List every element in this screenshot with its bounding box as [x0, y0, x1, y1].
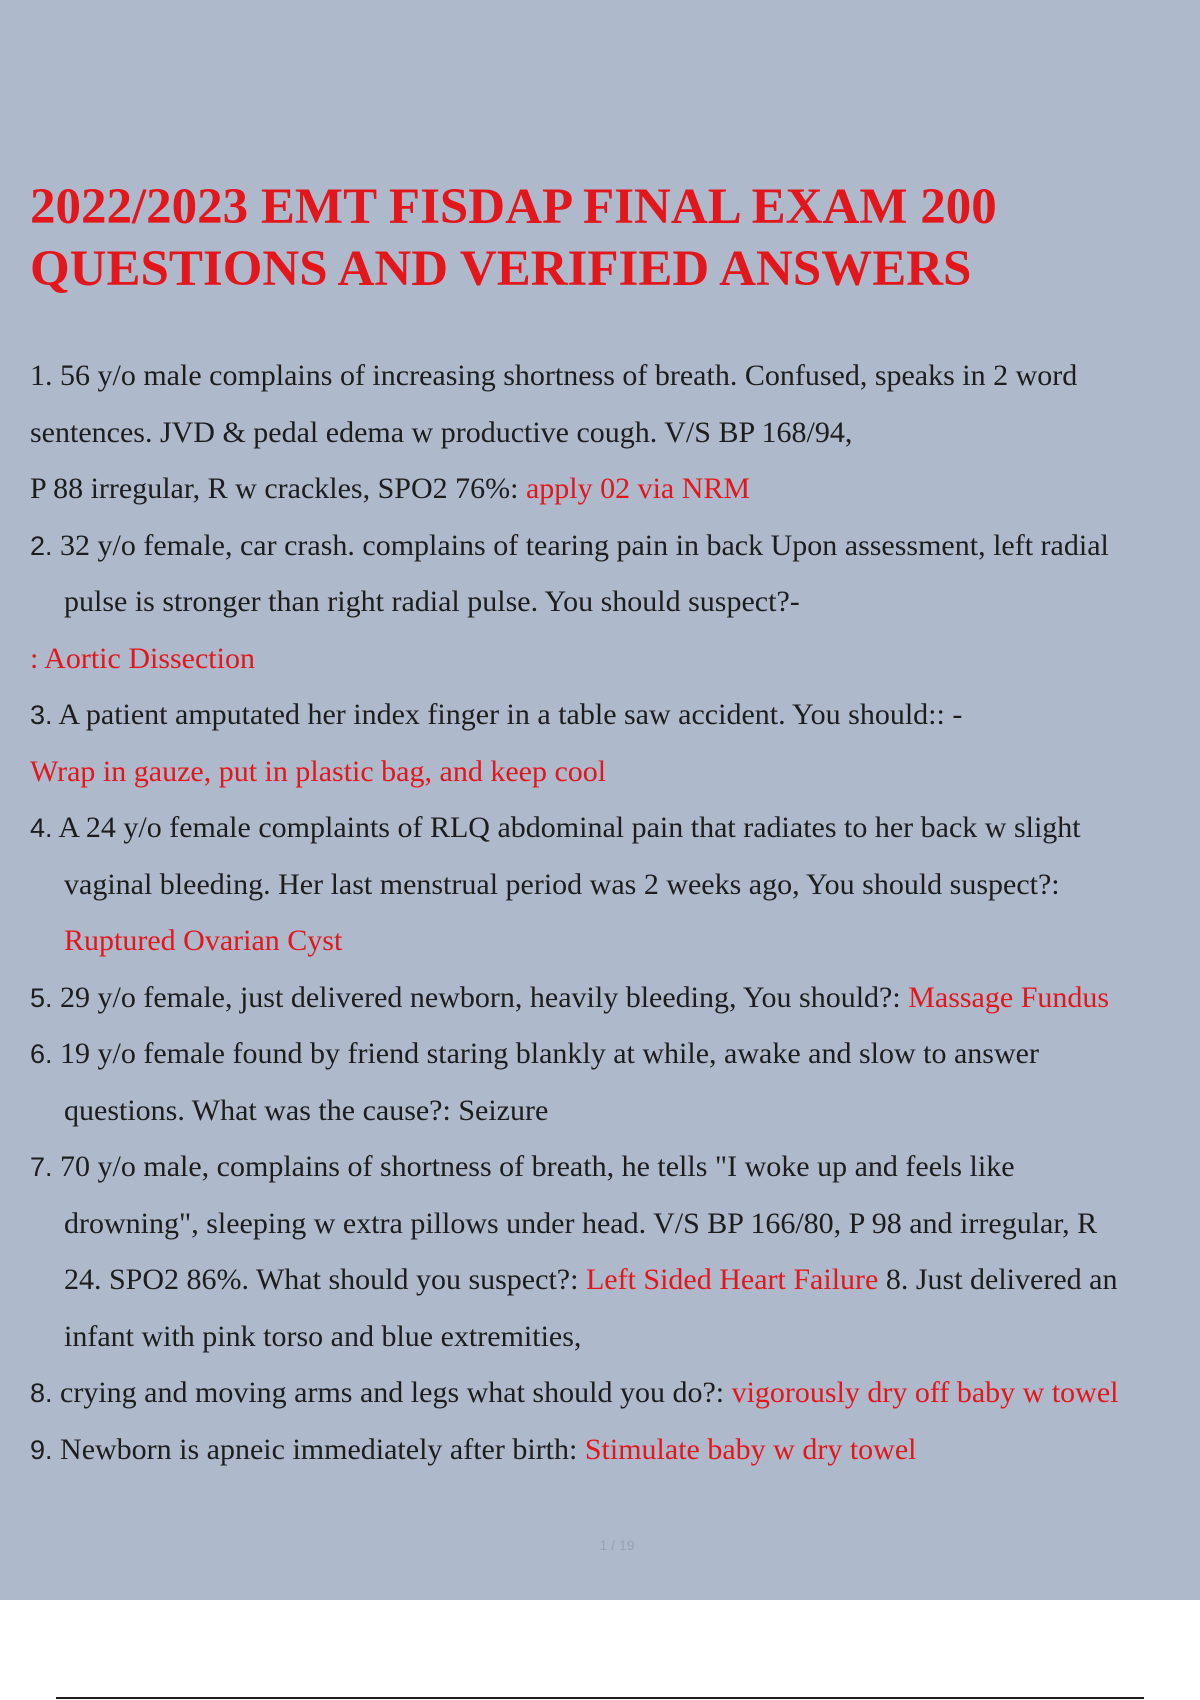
- question-3-answer: Wrap in gauze, put in plastic bag, and keep cool: [30, 754, 607, 788]
- question-3-text: A patient amputated her index finger in a table saw accident. You should:: -: [52, 698, 963, 731]
- question-6-text: 19 y/o female found by friend staring blankly at while, awake and slow to answer: [52, 1037, 1039, 1070]
- question-2-text: 32 y/o female, car crash. complains of tearing pain in back Upon assessment, left radial: [52, 528, 1109, 562]
- question-9-text: Newborn is apneic immediately after birth:: [52, 1432, 585, 1466]
- question-5-answer: Massage Fundus: [908, 980, 1110, 1014]
- question-1-line-1: 1. 56 y/o male complains of increasing shortness of breath. Confused, speaks in 2 word: [30, 359, 1078, 392]
- question-8-text: crying and moving arms and legs what should you do?:: [52, 1376, 732, 1409]
- question-5-line-1: [30, 970, 1200, 1027]
- question-2-line-2: pulse is stronger than right radial pulse. You should suspect?-: [64, 585, 800, 618]
- question-6-number: 6.: [30, 1039, 53, 1069]
- question-9-number: 9.: [30, 1434, 53, 1465]
- question-1-answer: apply 02 via NRM: [525, 472, 751, 505]
- question-4-answer: Ruptured Ovarian Cyst: [64, 924, 343, 957]
- question-4-number: 4.: [30, 813, 53, 843]
- question-1-line-2: sentences. JVD & pedal edema w productive cough. V/S BP 168/94,: [30, 415, 853, 449]
- question-7-line-3: [30, 1252, 1200, 1309]
- page-divider: [56, 1697, 1144, 1699]
- question-list: [30, 348, 1200, 1478]
- question-7-answer: Left Sided Heart Failure: [585, 1263, 879, 1296]
- question-8-answer: vigorously dry off baby w towel: [731, 1376, 1119, 1409]
- question-2-line-1: [30, 518, 1200, 575]
- question-6-line-1: [30, 1026, 1200, 1083]
- question-1-line-3: [30, 461, 1200, 518]
- document-title: [30, 176, 1170, 300]
- question-7-text-3b: 8. Just delivered an: [878, 1263, 1118, 1296]
- page-indicator: 1 / 19: [599, 1537, 635, 1553]
- question-4-line-1: [30, 800, 1200, 857]
- question-3-line-1: [30, 687, 1200, 744]
- question-5-text: 29 y/o female, just delivered newborn, heavily bleeding, You should?:: [52, 980, 909, 1014]
- question-6-line-2: questions. What was the cause?: Seizure: [64, 1093, 549, 1127]
- question-8-line-1: [30, 1365, 1200, 1422]
- question-5-number: 5.: [30, 982, 53, 1013]
- question-8-number: 8.: [30, 1378, 53, 1408]
- question-7-line-2: drowning", sleeping w extra pillows under head. V/S BP 166/80, P 98 and irregular, R: [64, 1206, 1098, 1240]
- question-1-text: P 88 irregular, R w crackles, SPO2 76%:: [30, 472, 526, 505]
- question-7-text: 70 y/o male, complains of shortness of breath, he tells "I woke up and feels like: [52, 1150, 1015, 1183]
- question-9-line-1: [30, 1422, 1200, 1479]
- title-line-2: QUESTIONS AND VERIFIED ANSWERS: [30, 241, 972, 297]
- question-2-number: 2.: [30, 530, 53, 561]
- question-7-line-1: [30, 1139, 1200, 1196]
- question-3-number: 3.: [30, 700, 53, 730]
- question-7-number: 7.: [30, 1152, 53, 1182]
- question-7-text-3a: 24. SPO2 86%. What should you suspect?:: [64, 1263, 586, 1296]
- question-7-line-4: infant with pink torso and blue extremities,: [64, 1319, 582, 1353]
- question-9-answer: Stimulate baby w dry towel: [584, 1432, 917, 1466]
- title-line-1: 2022/2023 EMT FISDAP FINAL EXAM 200: [30, 179, 997, 235]
- question-2-answer: : Aortic Dissection: [30, 641, 255, 675]
- question-4-text: A 24 y/o female complaints of RLQ abdominal pain that radiates to her back w slight: [52, 811, 1081, 844]
- question-4-line-2: vaginal bleeding. Her last menstrual period was 2 weeks ago, You should suspect?:: [64, 867, 1060, 901]
